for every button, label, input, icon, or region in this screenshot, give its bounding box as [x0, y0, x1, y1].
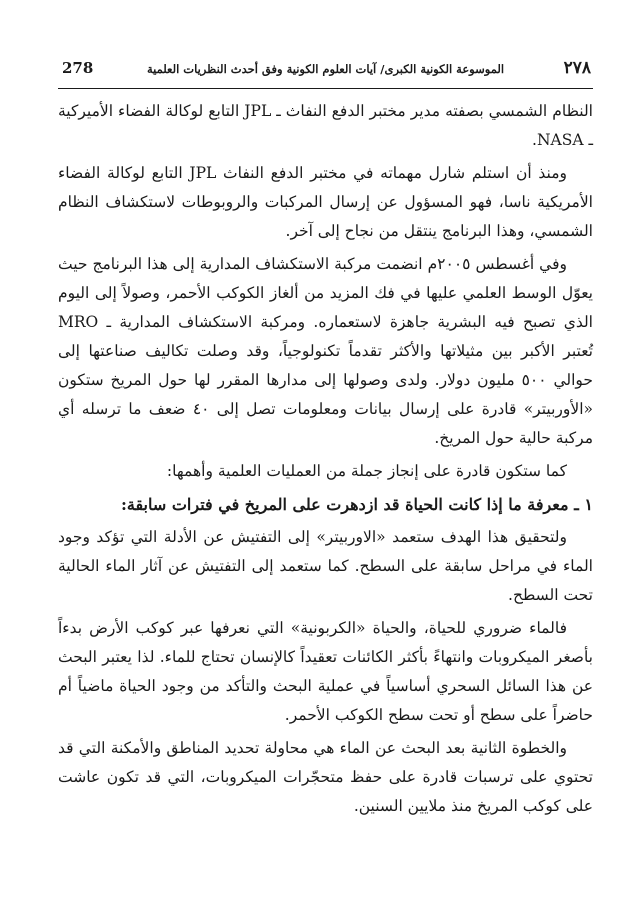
paragraph-6: فالماء ضروري للحياة، والحياة «الكربونية» التي نعرفها عبر كوكب الأرض بدءاً بأصغر الميكروبات وانتهاءً بأكثر الكائنات تعقيداً كالإنسان تحتاج للماء. لذا يعتبر البحث عن هذا السائل السحري أساسياً في عملية البحث والتأكد من وجود الحياة ماضياً أم حاضراً على سطح أو تحت سطح الكوكب الأحمر.	[58, 619, 593, 724]
page-number-latin: 278	[62, 59, 94, 77]
page-body	[58, 97, 593, 821]
paragraph-5: ولتحقيق هذا الهدف ستعمد «الاوربيتر» إلى التفتيش عن الأدلة التي تؤكد وجود الماء في مراحل سابقة على السطح. كما ستعمد إلى التفتيش عن آثار الماء الحالية تحت السطح.	[58, 528, 593, 604]
paragraph-3: وفي أغسطس ٢٠٠٥م انضمت مركبة الاستكشاف المدارية إلى هذا البرنامج حيث يعوّل الوسط العلمي عليها في فك المزيد من ألغاز الكوكب الأحمر، وصولاً إلى اليوم الذي تصبح فيه البشرية جاهزة لاستعماره. ومركبة الاستكشاف المدارية ـ MRO تُعتبر الأكبر بين مثيلاتها والأكثر تقدماً تكنولوجياً، وقد وصلت تكاليف صناعتها إلى حوالي ٥٠٠ مليون دولار. ولدى وصولها إلى مدارها المقرر لها حول المريخ ستكون «الأوربيتر» قادرة على إرسال بيانات ومعلومات تصل إلى ٤٠ ضعف ما ترسله أي مركبة حالية حول المريخ.	[58, 255, 593, 447]
page-number-arabic: ٢٧٨	[563, 58, 591, 78]
paragraph-1: النظام الشمسي بصفته مدير مختبر الدفع النفاث ـ JPL التابع لوكالة الفضاء الأميركية ـ NASA.	[58, 102, 593, 149]
running-header	[58, 58, 593, 89]
paragraph-2: ومنذ أن استلم شارل مهماته في مختبر الدفع النفاث JPL التابع لوكالة الفضاء الأمريكية ناسا، فهو المسؤول عن إرسال المركبات والروبوطات لاستكشاف النظام الشمسي، وهذا البرنامج ينتقل من نجاح إلى آخر.	[58, 164, 593, 240]
paragraph-7: والخطوة الثانية بعد البحث عن الماء هي محاولة تحديد المناطق والأمكنة التي قد تحتوي على ترسبات قادرة على حفظ متحجّرات الميكروبات، التي قد تكون عاشت على كوكب المريخ منذ ملايين السنين.	[58, 739, 593, 815]
book-page	[58, 58, 593, 908]
paragraph-4: كما ستكون قادرة على إنجاز جملة من العمليات العلمية وأهمها:	[166, 462, 567, 480]
section-heading: ١ ـ معرفة ما إذا كانت الحياة قد ازدهرت على المريخ في فترات سابقة:	[120, 495, 593, 514]
running-title: الموسوعة الكونية الكبرى/ آيات العلوم الكونية وفق أحدث النظريات العلمية	[146, 62, 505, 76]
